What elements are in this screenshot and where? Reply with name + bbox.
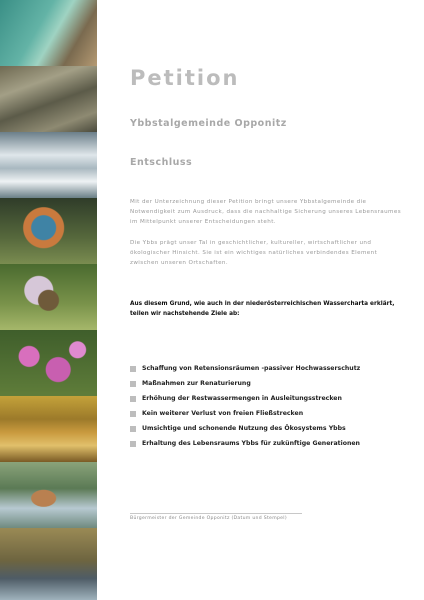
- square-bullet-icon: [130, 441, 136, 447]
- purple-orchid-photo: [0, 330, 97, 396]
- goal-item: [130, 391, 410, 406]
- goal-item: [130, 361, 410, 376]
- goal-item: [130, 421, 410, 436]
- square-bullet-icon: [130, 426, 136, 432]
- orchid-photo: [0, 264, 97, 330]
- goal-text: Schaffung von Retensionsräumen -passiver Hochwasserschutz: [142, 365, 361, 372]
- square-bullet-icon: [130, 366, 136, 372]
- autumn-river-photo: [0, 396, 97, 462]
- page-title: Petition: [130, 66, 240, 90]
- goal-text: Maßnahmen zur Renaturierung: [142, 380, 251, 387]
- paragraph-ybbs: Die Ybbs prägt unser Tal in geschichtlicher, kultureller, wirtschaftlicher und ökologischer Hinsicht. Sie ist ein wichtiges natürliches verbindendes Element zwischen unseren Ortschaften.: [130, 240, 378, 266]
- signature-line: [130, 513, 302, 514]
- goal-item: [130, 406, 410, 421]
- goal-text: Kein weiterer Verlust von freien Fließstrecken: [142, 410, 304, 417]
- rock-photo: [0, 66, 97, 132]
- kingfisher-photo: [0, 198, 97, 264]
- goal-text: Erhöhung der Restwassermengen in Ausleitungsstrecken: [142, 395, 342, 402]
- river-photo: [0, 0, 97, 66]
- photo-strip: [0, 0, 97, 600]
- square-bullet-icon: [130, 411, 136, 417]
- goal-text: Erhaltung des Lebensraums Ybbs für zukünftige Generationen: [142, 440, 360, 447]
- signature-label: Bürgermeister der Gemeinde Opponitz (Datum und Stempel): [130, 516, 287, 521]
- square-bullet-icon: [130, 381, 136, 387]
- municipality-subtitle: Ybbstalgemeinde Opponitz: [130, 118, 287, 129]
- goal-text: Umsichtige und schonende Nutzung des Ökosystems Ybbs: [142, 425, 346, 432]
- paragraph-intro: Mit der Unterzeichnung dieser Petition bringt unsere Ybbstalgemeinde die Notwendigkeit zum Ausdruck, dass die nachhaltige Sicherung unseres Lebensraumes im Mittelpunkt unserer Entscheidungen steht.: [130, 199, 402, 225]
- section-heading: Entschluss: [130, 157, 193, 168]
- goals-list: [130, 361, 410, 451]
- goals-lead: Aus diesem Grund, wie auch in der niederösterreichischen Wassercharta erklärt, teilen wir nachstehende Ziele ab:: [130, 301, 395, 317]
- rafting-photo: [0, 462, 97, 528]
- waterfall-photo: [0, 132, 97, 198]
- goal-item: [130, 376, 410, 391]
- square-bullet-icon: [130, 396, 136, 402]
- goal-item: [130, 436, 410, 451]
- riverbank-photo: [0, 528, 97, 600]
